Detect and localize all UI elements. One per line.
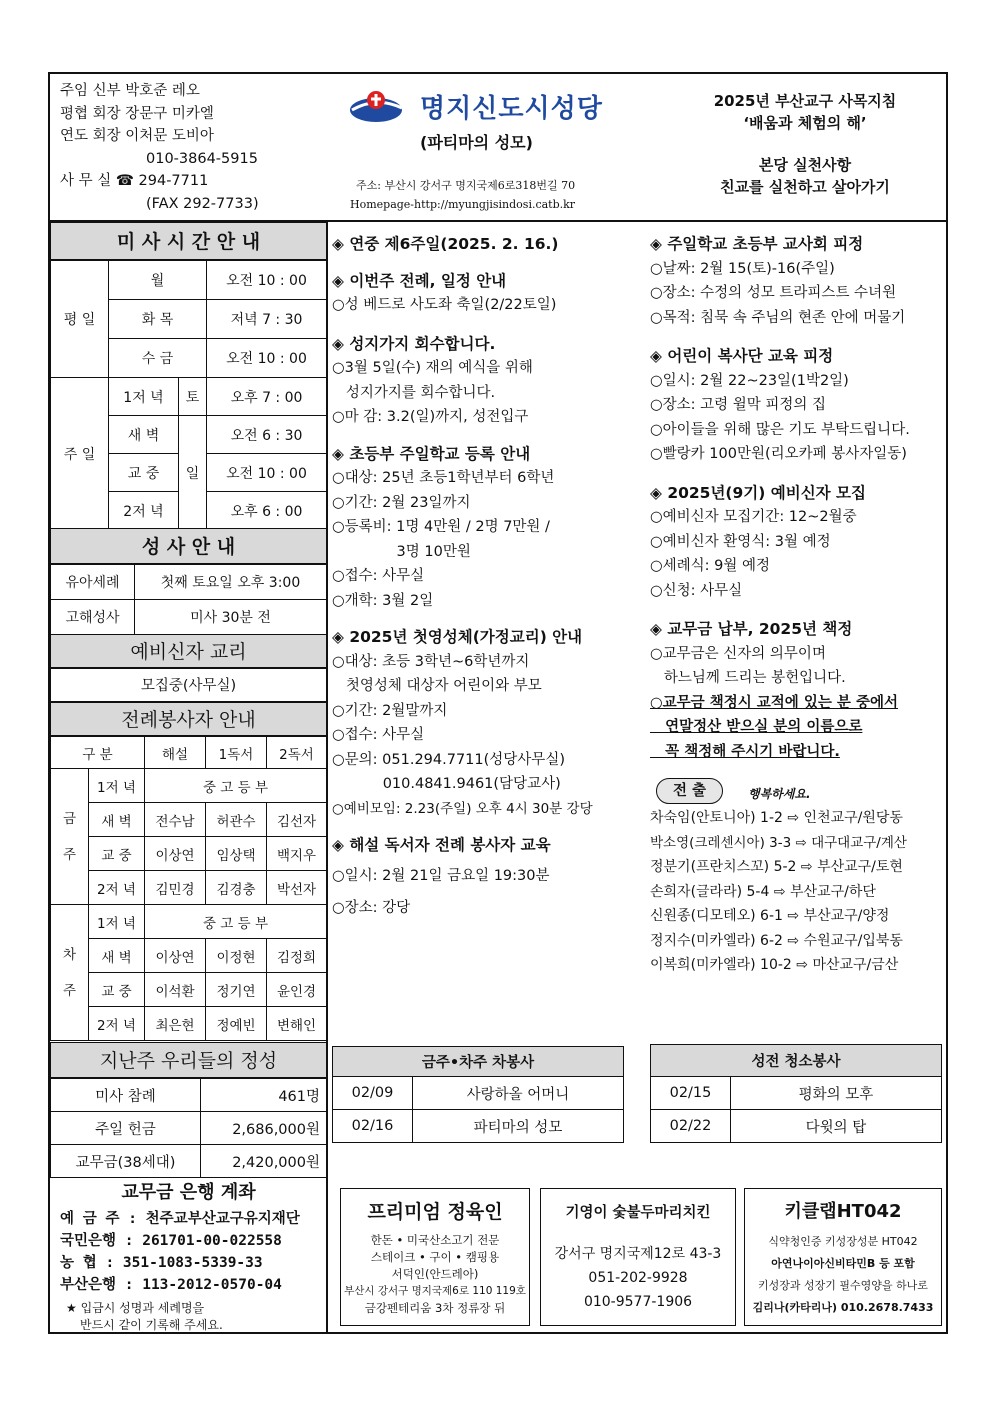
offering-label: 미사 참례 <box>51 1079 201 1112</box>
ad-line: 한돈 • 미국산소고기 전문 <box>370 1233 500 1247</box>
ad-title: 프리미엄 정육인 <box>367 1201 503 1223</box>
sacrament-table <box>50 564 327 635</box>
sacrament-name: 유아세례 <box>51 565 135 600</box>
servers-head: 구 분 <box>51 737 145 769</box>
notice-line: 성지가지를 회수합니다. <box>332 384 496 401</box>
ad-body <box>745 1231 941 1319</box>
server-name: 윤인경 <box>267 973 327 1007</box>
ad-line: 강서구 명지국제12로 43-3 <box>554 1246 722 1262</box>
bank-line: 국민은행 : 261701-00-022558 <box>60 1233 282 1249</box>
yeondo-president-line: 연도 회장 이처문 도비아 <box>60 128 214 144</box>
notice-line: ○예비모임: 2.23(주일) 오후 4시 30분 강당 <box>332 800 593 817</box>
notice-line: ○문의: 051.294.7711(성당사무실) <box>332 751 565 768</box>
next-week-label: 차 주 <box>51 905 89 1041</box>
sacrament-time: 첫째 토요일 오후 3:00 <box>135 565 327 600</box>
mass-slot: 교 중 <box>109 454 179 492</box>
tithe-note-line: 꼭 책정해 주시기 바랍니다. <box>650 743 840 760</box>
mass-slot: 새 벽 <box>109 416 179 454</box>
sacrament-title: 성 사 안 내 <box>50 528 327 564</box>
server-name: 변해인 <box>267 1007 327 1041</box>
notice-line: ○기간: 2월말까지 <box>332 702 448 719</box>
offering-value: 461명 <box>201 1079 327 1112</box>
ad-line: 아연나이아신비타민B 등 포함 <box>771 1257 915 1270</box>
server-name: 이정현 <box>206 939 267 973</box>
sacrament-name: 고해성사 <box>51 600 135 635</box>
server-slot: 새 벽 <box>89 803 145 837</box>
server-name: 김정희 <box>267 939 327 973</box>
mass-time: 오전 10 : 00 <box>207 454 327 492</box>
mass-slot: 1저 녁 <box>109 378 179 416</box>
notice-line: ○목적: 침묵 속 주님의 현존 안에 머물기 <box>650 309 906 326</box>
cleaning-table <box>650 1044 942 1143</box>
notice-title: ◈ 초등부 주일학교 등록 안내 <box>332 444 531 463</box>
service-date: 02/15 <box>651 1077 731 1110</box>
server-name: 백지우 <box>267 837 327 871</box>
server-name: 김경충 <box>206 871 267 905</box>
notice-title: ◈ 이번주 전례, 일정 안내 <box>332 271 507 290</box>
car-service-title: 금주•차주 차봉사 <box>333 1047 624 1077</box>
service-date: 02/09 <box>333 1077 413 1110</box>
mass-slot: 2저 녁 <box>109 492 179 530</box>
notice-line: ○장소: 강당 <box>332 900 411 916</box>
notice-line: ○예비신자 모집기간: 12~2월중 <box>650 509 857 525</box>
mass-time: 오후 7 : 00 <box>207 378 327 416</box>
guideline-line-1: 2025년 부산교구 사목지침 <box>713 92 897 110</box>
server-slot: 교 중 <box>89 973 145 1007</box>
notice-line: ○일시: 2월 21일 금요일 19:30분 <box>332 867 550 884</box>
transfer-item: 정지수(미카엘라) 6-2 ⇨ 수원교구/입북동 <box>650 932 903 949</box>
staff-contacts <box>60 80 259 215</box>
transfer-badge: 전 출 <box>656 778 723 804</box>
server-slot: 새 벽 <box>89 939 145 973</box>
notice-line: 3명 10만원 <box>332 543 471 560</box>
notice-title: ◈ 어린이 복사단 교육 피정 <box>650 347 834 365</box>
notice-line: ○대상: 25년 초등1학년부터 6학년 <box>332 470 555 486</box>
bank-note <box>66 1300 223 1334</box>
mass-sunday: 일 <box>179 416 207 530</box>
notice-line: ○일시: 2월 22~23일(1박2일) <box>650 372 849 389</box>
notice-line: ○빨랑카 100만원(리오카페 봉사자일동) <box>650 446 907 462</box>
notice-line: ○마 감: 3.2(일)까지, 성전입구 <box>332 409 529 425</box>
cleaning-title: 성전 청소봉사 <box>651 1045 942 1077</box>
transfer-item: 박소영(크레센시아) 3-3 ⇨ 대구대교구/계산 <box>650 834 907 851</box>
tithe-note-line: ○교무금 책정시 교적에 있는 분 중에서 <box>650 694 898 711</box>
mass-day: 수 금 <box>109 339 207 378</box>
church-subtitle: (파티마의 성모) <box>420 133 533 152</box>
bank-line: 농 협 : 351-1083-5339-33 <box>60 1255 263 1271</box>
notice-line: ○접수: 사무실 <box>332 727 425 743</box>
transfer-item: 신원종(디모테오) 6-1 ⇨ 부산교구/양정 <box>650 908 890 924</box>
servers-head: 1독서 <box>206 737 267 769</box>
servers-table <box>50 736 327 1041</box>
notice-line: ○개학: 3월 2일 <box>332 592 434 609</box>
service-date: 02/22 <box>651 1110 731 1143</box>
bank-title: 교무금 은행 계좌 <box>121 1182 256 1203</box>
ad-title: 키클랩HT042 <box>784 1201 902 1222</box>
offering-table <box>50 1078 327 1178</box>
ad-butcher <box>340 1188 530 1326</box>
server-name: 정기연 <box>206 973 267 1007</box>
server-name: 정예빈 <box>206 1007 267 1041</box>
bank-note-line-1: ★ 입금시 성명과 세례명을 <box>66 1301 205 1315</box>
transfer-item: 정분기(프란치스꼬) 5-2 ⇨ 부산교구/토현 <box>650 859 903 875</box>
servers-title: 전례봉사자 안내 <box>50 702 327 736</box>
offering-value: 2,686,000원 <box>201 1112 327 1145</box>
offering-label: 주일 헌금 <box>51 1112 201 1145</box>
server-name: 이상연 <box>145 837 206 871</box>
ad-line: 키성장과 성장기 필수영양을 하나로 <box>758 1279 928 1292</box>
server-name: 이상연 <box>145 939 206 973</box>
mass-saturday: 토 <box>179 378 207 416</box>
transfer-item: 차숙임(안토니아) 1-2 ⇨ 인천교구/원당동 <box>650 810 903 826</box>
this-week-label: 금 주 <box>51 769 89 905</box>
service-group: 파티마의 성모 <box>413 1110 624 1143</box>
notice-title: ◈ 주일학교 초등부 교사회 피정 <box>650 235 864 253</box>
notice-spacer <box>332 888 632 896</box>
yeondo-phone: 010-3864-5915 <box>146 150 258 167</box>
church-address-block <box>350 176 575 214</box>
church-address: 주소: 부산시 강서구 명지국제6로318번길 70 <box>356 179 576 192</box>
pastoral-guideline <box>670 90 940 198</box>
mass-time: 오전 10 : 00 <box>207 261 327 300</box>
server-group: 중 고 등 부 <box>145 769 327 803</box>
bank-line: 예 금 주 : 천주교부산교구유지재단 <box>60 1211 300 1227</box>
offering-title: 지난주 우리들의 정성 <box>50 1042 327 1078</box>
server-name: 허관수 <box>206 803 267 837</box>
offering-label: 교무금(38세대) <box>51 1145 201 1178</box>
notice-title: ◈ 2025년 첫영성체(가정교리) 안내 <box>332 628 583 646</box>
server-name: 김민경 <box>145 871 206 905</box>
catechumen-title: 예비신자 교리 <box>50 634 327 668</box>
server-name: 박선자 <box>267 871 327 905</box>
mass-times-table <box>50 260 327 530</box>
guideline-line-5: 친교를 실천하고 살아가기 <box>720 178 890 196</box>
servers-head: 해설 <box>145 737 206 769</box>
server-slot: 1저 녁 <box>89 769 145 803</box>
guideline-spacer <box>670 134 940 154</box>
notices-right <box>650 224 946 978</box>
notice-line: ○등록비: 1명 4만원 / 2명 7만원 / <box>332 519 550 535</box>
server-name: 전수남 <box>145 803 206 837</box>
mass-day: 화 목 <box>109 300 207 339</box>
notices-middle <box>332 224 632 921</box>
bank-note-line-2: 반드시 같이 기록해 주세요. <box>80 1318 223 1332</box>
notice-title: ◈ 교무금 납부, 2025년 책정 <box>650 620 853 638</box>
notice-line: ○예비신자 환영식: 3월 예정 <box>650 533 831 550</box>
server-slot: 2저 녁 <box>89 1007 145 1041</box>
office-fax: (FAX 292-7733) <box>146 195 259 212</box>
notice-line: ○성 베드로 사도좌 축일(2/22토일) <box>332 297 557 313</box>
notice-line: 첫영성체 대상자 어린이와 부모 <box>332 678 542 694</box>
notice-title: ◈ 연중 제6주일(2025. 2. 16.) <box>332 235 559 253</box>
guideline-line-2: ‘배움과 체험의 해’ <box>743 114 867 132</box>
mass-time: 오후 6 : 00 <box>207 492 327 530</box>
notice-line: ○기간: 2월 23일까지 <box>332 494 471 511</box>
ad-title: 기영이 숯불두마리치킨 <box>565 1205 711 1221</box>
ad-line: 부산시 강서구 명지국제6로 110 119호 <box>344 1285 526 1297</box>
sunday-label: 주 일 <box>51 378 109 530</box>
server-name: 임상택 <box>206 837 267 871</box>
bank-accounts <box>60 1208 300 1296</box>
notice-line: ○아이들을 위해 많은 기도 부탁드립니다. <box>650 421 910 438</box>
notice-line: 하느님께 드리는 봉헌입니다. <box>650 670 846 686</box>
server-name: 이석환 <box>145 973 206 1007</box>
notice-line: ○대상: 초등 3학년~6학년까지 <box>332 653 530 670</box>
ad-line: 010-9577-1906 <box>583 1294 693 1310</box>
service-group: 사랑하올 어머니 <box>413 1077 624 1110</box>
server-name: 최은현 <box>145 1007 206 1041</box>
notice-line: ○장소: 수정의 성모 트라피스트 수녀원 <box>650 285 897 301</box>
notice-line: ○교무금은 신자의 의무이며 <box>650 645 826 662</box>
council-president-line: 평협 회장 장문구 미카엘 <box>60 105 214 122</box>
ad-line: 스테이크 • 구이 • 캠핑용 <box>370 1250 500 1264</box>
ad-chicken <box>540 1188 736 1326</box>
car-service-table <box>332 1046 624 1143</box>
ad-body <box>341 1232 529 1317</box>
notice-line: ○세례식: 9월 예정 <box>650 558 771 574</box>
ad-line: 식약청인증 키성장성분 HT042 <box>768 1235 918 1248</box>
service-date: 02/16 <box>333 1110 413 1143</box>
bulletin-page <box>48 72 948 1334</box>
catechumen-status: 모집중(사무실) <box>50 668 327 702</box>
service-group: 다윗의 탑 <box>731 1110 942 1143</box>
server-slot: 교 중 <box>89 837 145 871</box>
transfer-item: 이복희(미카엘라) 10-2 ⇨ 마산교구/금산 <box>650 957 899 973</box>
ad-line: 051-202-9928 <box>588 1270 688 1286</box>
transfer-item: 손희자(글라라) 5-4 ⇨ 부산교구/하단 <box>650 883 876 900</box>
ad-body <box>541 1242 735 1314</box>
mass-times-title: 미 사 시 간 안 내 <box>50 222 327 260</box>
transfer-caption: 행복하세요. <box>748 787 811 801</box>
service-group: 평화의 모후 <box>731 1077 942 1110</box>
mass-time: 오전 10 : 00 <box>207 339 327 378</box>
ad-line: 김리나(카타리나) 010.2678.7433 <box>752 1301 934 1314</box>
pastor-line: 주임 신부 박호준 레오 <box>60 83 200 99</box>
ad-growth <box>744 1188 942 1326</box>
ad-line: 서덕인(안드레아) <box>391 1267 479 1281</box>
church-homepage[interactable]: Homepage-http://myungjisindosi.catb.kr <box>350 198 576 211</box>
office-phone: 사 무 실 ☎ 294-7711 <box>60 173 209 189</box>
church-logo-icon <box>346 86 410 136</box>
notice-line: ○장소: 고령 윌막 피정의 집 <box>650 397 827 413</box>
notice-title: ◈ 해설 독서자 전례 봉사자 교육 <box>332 836 551 854</box>
sacrament-time: 미사 30분 전 <box>135 600 327 635</box>
notice-line: 010.4841.9461(담당교사) <box>332 776 561 792</box>
notice-title: ◈ 2025년(9기) 예비신자 모집 <box>650 483 866 502</box>
transfer-header <box>650 776 946 806</box>
offering-value: 2,420,000원 <box>201 1145 327 1178</box>
bank-line: 부산은행 : 113-2012-0570-04 <box>60 1277 282 1293</box>
notice-line: ○날짜: 2월 15(토)-16(주일) <box>650 260 835 277</box>
mass-day: 월 <box>109 261 207 300</box>
weekday-label: 평 일 <box>51 261 109 378</box>
servers-head: 2독서 <box>267 737 327 769</box>
ad-line: 금강펜테리움 3차 정류장 뒤 <box>364 1301 506 1315</box>
notice-line: ○신청: 사무실 <box>650 582 743 599</box>
notice-line: ○3월 5일(수) 재의 예식을 위해 <box>332 360 533 376</box>
notice-title: ◈ 성지가지 회수합니다. <box>332 334 496 353</box>
mass-time: 오전 6 : 30 <box>207 416 327 454</box>
tithe-note-line: 연말정산 받으실 분의 이름으로 <box>650 719 863 735</box>
mass-time: 저녁 7 : 30 <box>207 300 327 339</box>
server-name: 김선자 <box>267 803 327 837</box>
server-slot: 2저 녁 <box>89 871 145 905</box>
church-name: 명지신도시성당 <box>420 94 603 124</box>
server-slot: 1저 녁 <box>89 905 145 939</box>
notice-line: ○접수: 사무실 <box>332 568 425 584</box>
server-group: 중 고 등 부 <box>145 905 327 939</box>
guideline-line-4: 본당 실천사항 <box>758 156 852 174</box>
